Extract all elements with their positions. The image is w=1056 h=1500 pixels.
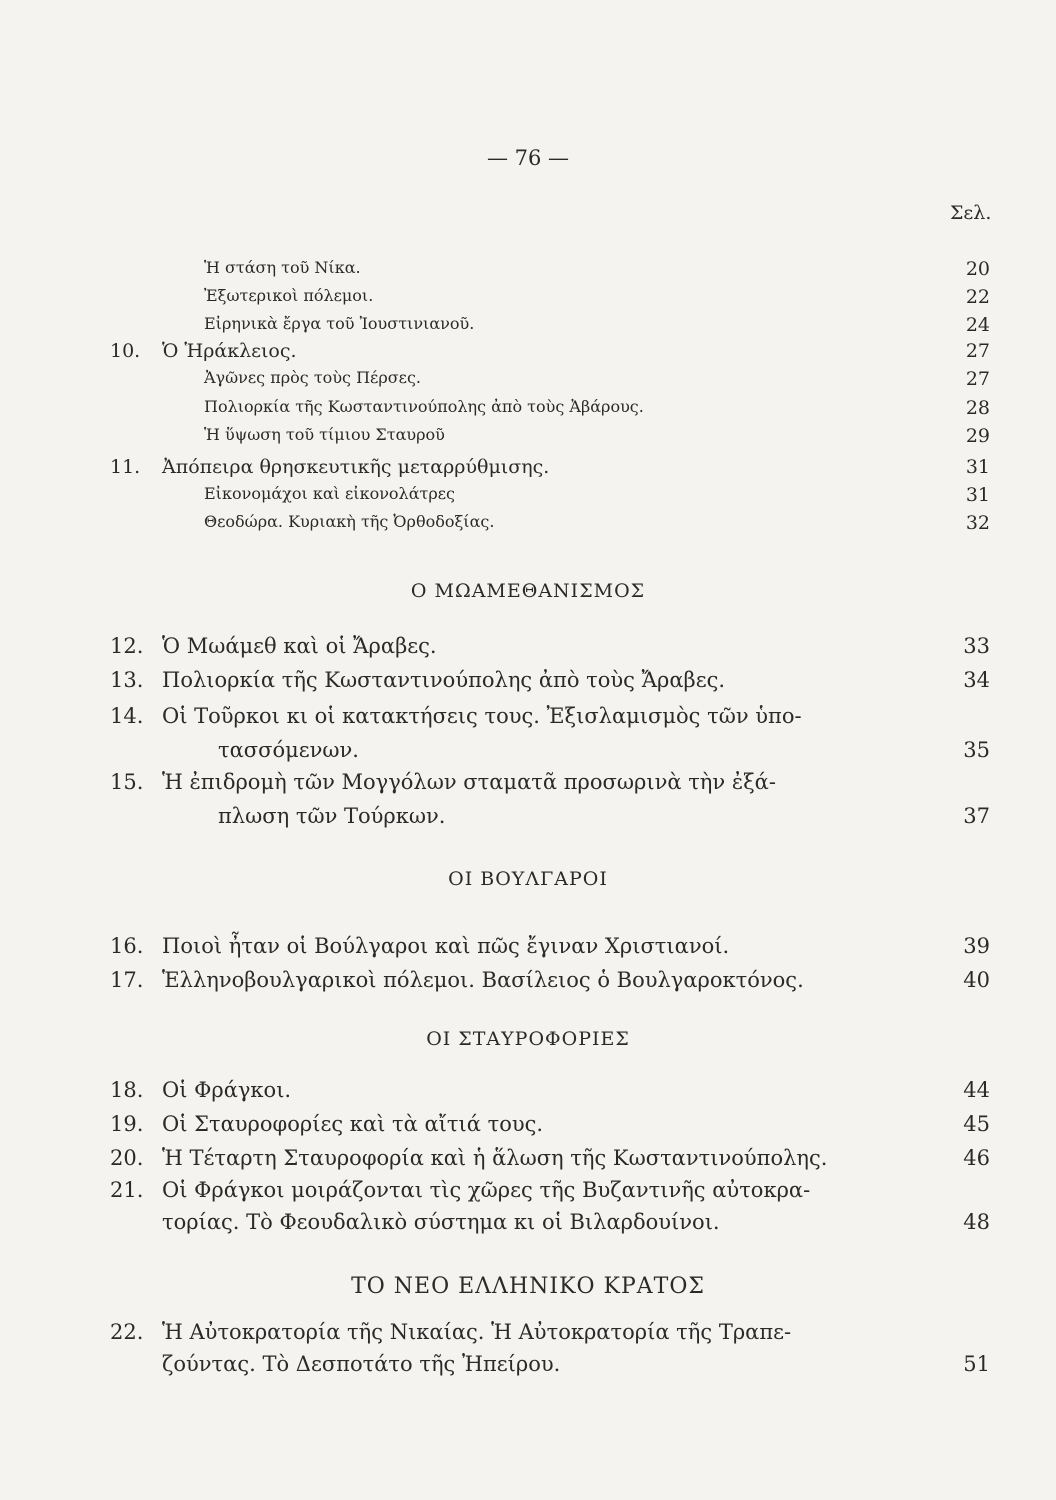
toc-entry-number: 10. — [110, 340, 141, 362]
toc-entry-page: 44 — [963, 1078, 990, 1102]
section-heading-stavrofories: ΟΙ ΣΤΑΥΡΟΦΟΡΙΕΣ — [426, 1028, 630, 1050]
toc-entry-number: 16. — [110, 934, 144, 958]
toc-entry-page: 27 — [965, 368, 990, 390]
toc-entry-continuation-text: ζούντας. Τὸ Δεσποτάτο τῆς Ἠπείρου. — [162, 1352, 561, 1376]
section-heading-moamethanismos: Ο ΜΩΑΜΕΘΑΝΙΣΜΟΣ — [410, 580, 646, 602]
toc-entry — [110, 512, 990, 552]
toc-entry-number: 11. — [110, 456, 141, 478]
toc-entry-continuation — [110, 804, 990, 844]
toc-entry-page: 27 — [965, 340, 990, 362]
toc-entry-text: Ὁ Ἡράκλειος. — [162, 340, 297, 362]
toc-entry-continuation-text: πλωση τῶν Τούρκων. — [218, 804, 446, 828]
toc-entry-page: 40 — [963, 968, 990, 992]
toc-entry-page: 51 — [963, 1352, 990, 1376]
toc-entry-page: 22 — [965, 286, 990, 308]
toc-entry-text: Οἱ Φράγκοι μοιράζονται τὶς χῶρες τῆς Βυζαντινῆς αὐτοκρα- — [162, 1178, 811, 1202]
toc-entry-page: 48 — [963, 1210, 990, 1234]
section-heading-voulgaroi: ΟΙ ΒΟΥΛΓΑΡΟΙ — [448, 868, 608, 890]
toc-entry-page: 33 — [963, 634, 990, 658]
toc-entry-text: Οἱ Σταυροφορίες καὶ τὰ αἴτιά τους. — [162, 1112, 544, 1136]
toc-entry-text: Ὁ Μωάμεθ καὶ οἱ Ἄραβες. — [162, 634, 437, 658]
toc-entry-number: 20. — [110, 1146, 144, 1170]
toc-entry-page: 34 — [963, 668, 990, 692]
toc-entry-page: 31 — [965, 456, 990, 478]
toc-entry-page: 35 — [963, 738, 990, 762]
toc-entry-number: 22. — [110, 1320, 144, 1344]
toc-entry-page: 20 — [965, 258, 990, 280]
toc-entry-number: 18. — [110, 1078, 144, 1102]
page-column-label: Σελ. — [950, 202, 992, 224]
toc-entry-continuation-text: τασσόμενων. — [218, 738, 359, 762]
toc-entry-text: Οἱ Τοῦρκοι κι οἱ κατακτήσεις τους. Ἐξισλαμισμὸς τῶν ὑπο- — [162, 704, 802, 728]
page-number: — 76 — — [486, 146, 570, 170]
toc-entry-text: Ἀγῶνες πρὸς τοὺς Πέρσες. — [204, 368, 421, 387]
toc-entry-page: 32 — [965, 512, 990, 534]
toc-entry — [110, 968, 990, 1008]
toc-entry-continuation-text: τορίας. Τὸ Φεουδαλικὸ σύστημα κι οἱ Βιλαρδουίνοι. — [162, 1210, 720, 1234]
toc-entry-page: 37 — [963, 804, 990, 828]
toc-entry-number: 12. — [110, 634, 144, 658]
toc-entry-page: 45 — [963, 1112, 990, 1136]
toc-entry-number: 15. — [110, 770, 144, 794]
toc-entry-text: Ἡ Αὐτοκρατορία τῆς Νικαίας. Ἡ Αὐτοκρατορία τῆς Τραπε- — [162, 1320, 792, 1344]
toc-entry-text: Θεοδώρα. Κυριακὴ τῆς Ὀρθοδοξίας. — [204, 512, 495, 531]
toc-entry-page: 39 — [963, 934, 990, 958]
toc-entry-continuation — [110, 1210, 990, 1250]
toc-entry-text: Εἰρηνικὰ ἔργα τοῦ Ἰουστινιανοῦ. — [204, 314, 475, 333]
toc-entry-continuation — [110, 1352, 990, 1392]
toc-entry-text: Ἡ ὕψωση τοῦ τίμιου Σταυροῦ — [204, 425, 445, 444]
toc-entry-number: 19. — [110, 1112, 144, 1136]
toc-entry-text: Ἑλληνοβουλγαρικοὶ πόλεμοι. Βασίλειος ὁ Βουλγαροκτόνος. — [162, 968, 804, 992]
section-heading-neo-kratos: ΤΟ ΝΕΟ ΕΛΛΗΝΙΚΟ ΚΡΑΤΟΣ — [351, 1274, 705, 1299]
toc-entry-page: 28 — [965, 397, 990, 419]
toc-entry-page: 24 — [965, 314, 990, 336]
toc-entry-text: Ἡ ἐπιδρομὴ τῶν Μογγόλων σταματᾶ προσωρινὰ τὴν ἐξά- — [162, 770, 776, 794]
toc-entry-text: Εἰκονομάχοι καὶ εἰκονολάτρες — [204, 484, 456, 503]
toc-entry-number: 14. — [110, 704, 144, 728]
toc-entry-number: 17. — [110, 968, 144, 992]
toc-entry-text: Ἡ στάση τοῦ Νίκα. — [204, 258, 361, 277]
toc-entry-text: Πολιορκία τῆς Κωσταντινούπολης ἀπὸ τοὺς Ἀβάρους. — [204, 397, 644, 416]
toc-entry-text: Ἀπόπειρα θρησκευτικῆς μεταρρύθμισης. — [162, 456, 550, 478]
toc-entry-number: 13. — [110, 668, 144, 692]
toc-entry-text: Ἐξωτερικοὶ πόλεμοι. — [204, 286, 374, 305]
toc-entry-text: Ποιοὶ ἦταν οἱ Βούλγαροι καὶ πῶς ἔγιναν Χριστιανοί. — [162, 934, 730, 958]
toc-entry-page: 31 — [965, 484, 990, 506]
toc-entry-text: Οἱ Φράγκοι. — [162, 1078, 292, 1102]
toc-entry-text: Πολιορκία τῆς Κωσταντινούπολης ἀπὸ τοὺς Ἄραβες. — [162, 668, 726, 692]
toc-entry-number: 21. — [110, 1178, 144, 1202]
toc-entry-text: Ἡ Τέταρτη Σταυροφορία καὶ ἡ ἅλωση τῆς Κωσταντινούπολης. — [162, 1146, 828, 1170]
toc-entry-page: 29 — [965, 425, 990, 447]
toc-entry-page: 46 — [963, 1146, 990, 1170]
toc-entry — [110, 668, 990, 708]
